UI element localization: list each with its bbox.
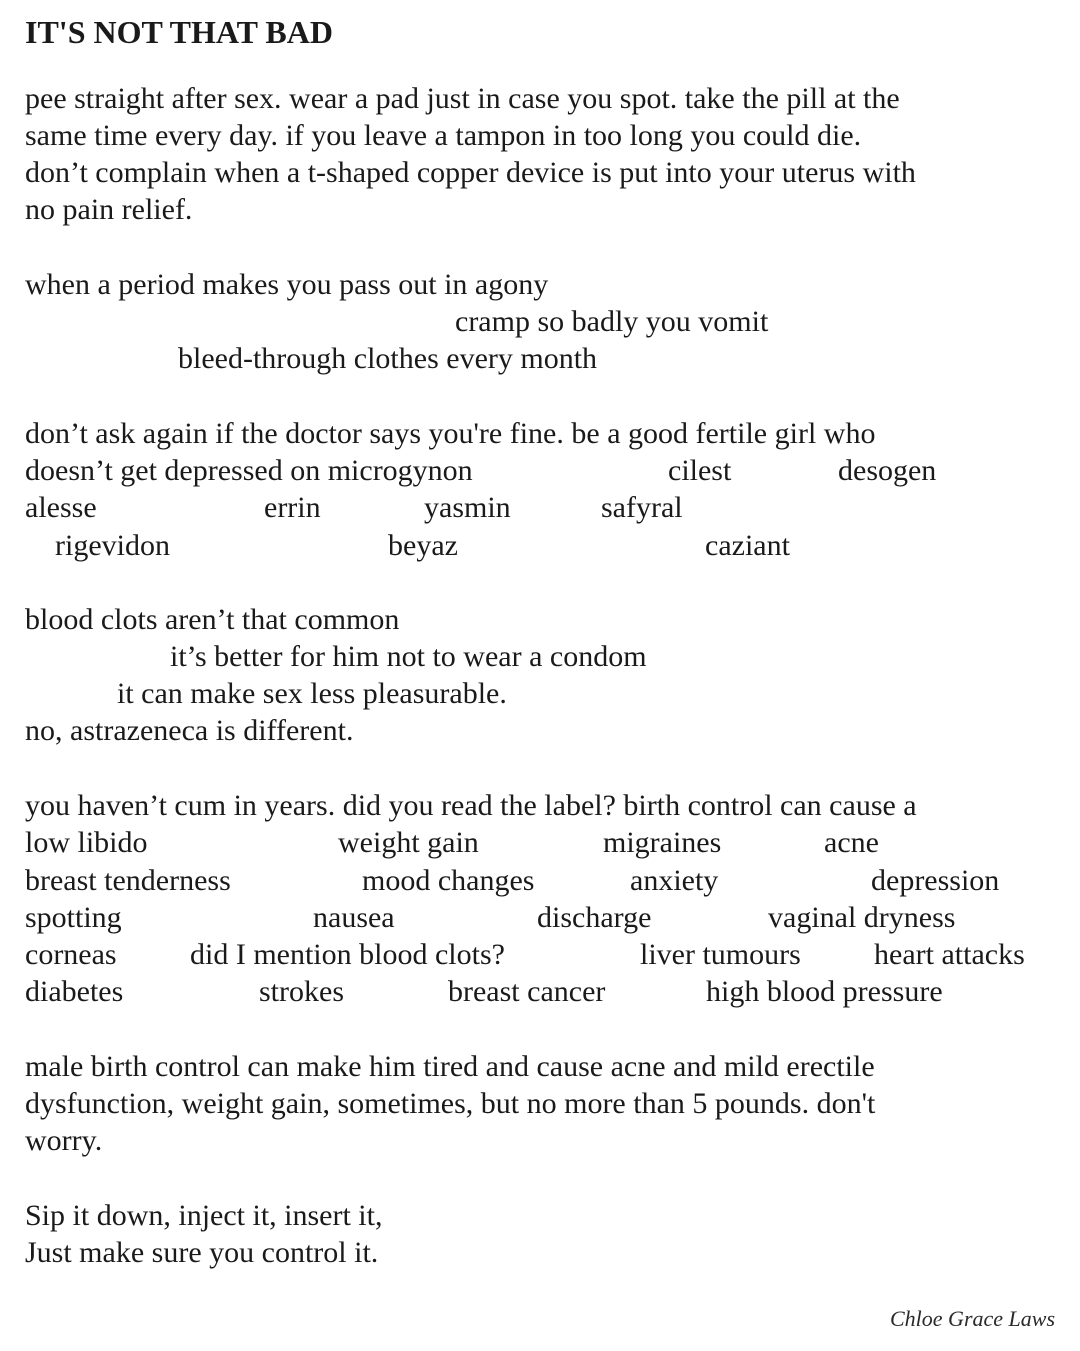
poem-line: dysfunction, weight gain, sometimes, but no more than 5 pounds. don't bbox=[25, 1087, 876, 1120]
pill-name: yasmin bbox=[424, 491, 511, 524]
side-effect: mood changes bbox=[362, 864, 535, 897]
poem-line: no pain relief. bbox=[25, 193, 193, 226]
poem-line: male birth control can make him tired and cause acne and mild erectile bbox=[25, 1050, 875, 1083]
pill-name: beyaz bbox=[388, 529, 458, 562]
side-effect: breast cancer bbox=[448, 975, 606, 1008]
side-effect: anxiety bbox=[630, 864, 719, 897]
side-effect: migraines bbox=[603, 826, 722, 859]
poem-line: it’s better for him not to wear a condom bbox=[170, 640, 647, 673]
side-effect: high blood pressure bbox=[706, 975, 943, 1008]
side-effect: heart attacks bbox=[874, 938, 1025, 971]
poem-line: same time every day. if you leave a tampon in too long you could die. bbox=[25, 119, 862, 152]
poem-line: cramp so badly you vomit bbox=[455, 305, 769, 338]
side-effect: breast tenderness bbox=[25, 864, 231, 897]
pill-name: errin bbox=[264, 491, 321, 524]
pill-name: rigevidon bbox=[55, 529, 170, 562]
poem-line: Just make sure you control it. bbox=[25, 1236, 379, 1269]
poem-line: pee straight after sex. wear a pad just in case you spot. take the pill at the bbox=[25, 82, 900, 115]
poem-line: don’t complain when a t-shaped copper device is put into your uterus with bbox=[25, 156, 916, 189]
pill-name: desogen bbox=[838, 454, 937, 487]
pill-name: alesse bbox=[25, 491, 97, 524]
pill-name: cilest bbox=[668, 454, 732, 487]
side-effect: corneas bbox=[25, 938, 117, 971]
poem-line: doesn’t get depressed on microgynon bbox=[25, 454, 473, 487]
side-effect: discharge bbox=[537, 901, 652, 934]
poem-line: Sip it down, inject it, insert it, bbox=[25, 1199, 383, 1232]
side-effect: weight gain bbox=[338, 826, 479, 859]
side-effect: diabetes bbox=[25, 975, 124, 1008]
side-effect: low libido bbox=[25, 826, 148, 859]
side-effect: depression bbox=[871, 864, 1000, 897]
side-effect: liver tumours bbox=[640, 938, 801, 971]
side-effect: vaginal dryness bbox=[768, 901, 956, 934]
side-effect: spotting bbox=[25, 901, 122, 934]
poem-line: it can make sex less pleasurable. bbox=[117, 677, 507, 710]
side-effect: strokes bbox=[259, 975, 344, 1008]
pill-name: caziant bbox=[705, 529, 790, 562]
poem-line: you haven’t cum in years. did you read the label? birth control can cause a bbox=[25, 789, 917, 822]
pill-name: safyral bbox=[601, 491, 683, 524]
poem-line: bleed-through clothes every month bbox=[178, 342, 598, 375]
side-effect: nausea bbox=[313, 901, 395, 934]
author-signature: Chloe Grace Laws bbox=[890, 1306, 1055, 1331]
poem-line: worry. bbox=[25, 1124, 103, 1157]
side-effect: acne bbox=[824, 826, 879, 859]
poem-line: when a period makes you pass out in agony bbox=[25, 268, 549, 301]
poem-line: no, astrazeneca is different. bbox=[25, 714, 354, 747]
poem-line: don’t ask again if the doctor says you're fine. be a good fertile girl who bbox=[25, 417, 876, 450]
side-effect: did I mention blood clots? bbox=[190, 938, 505, 971]
poem-line: blood clots aren’t that common bbox=[25, 603, 400, 636]
poem-title: IT'S NOT THAT BAD bbox=[25, 14, 333, 50]
